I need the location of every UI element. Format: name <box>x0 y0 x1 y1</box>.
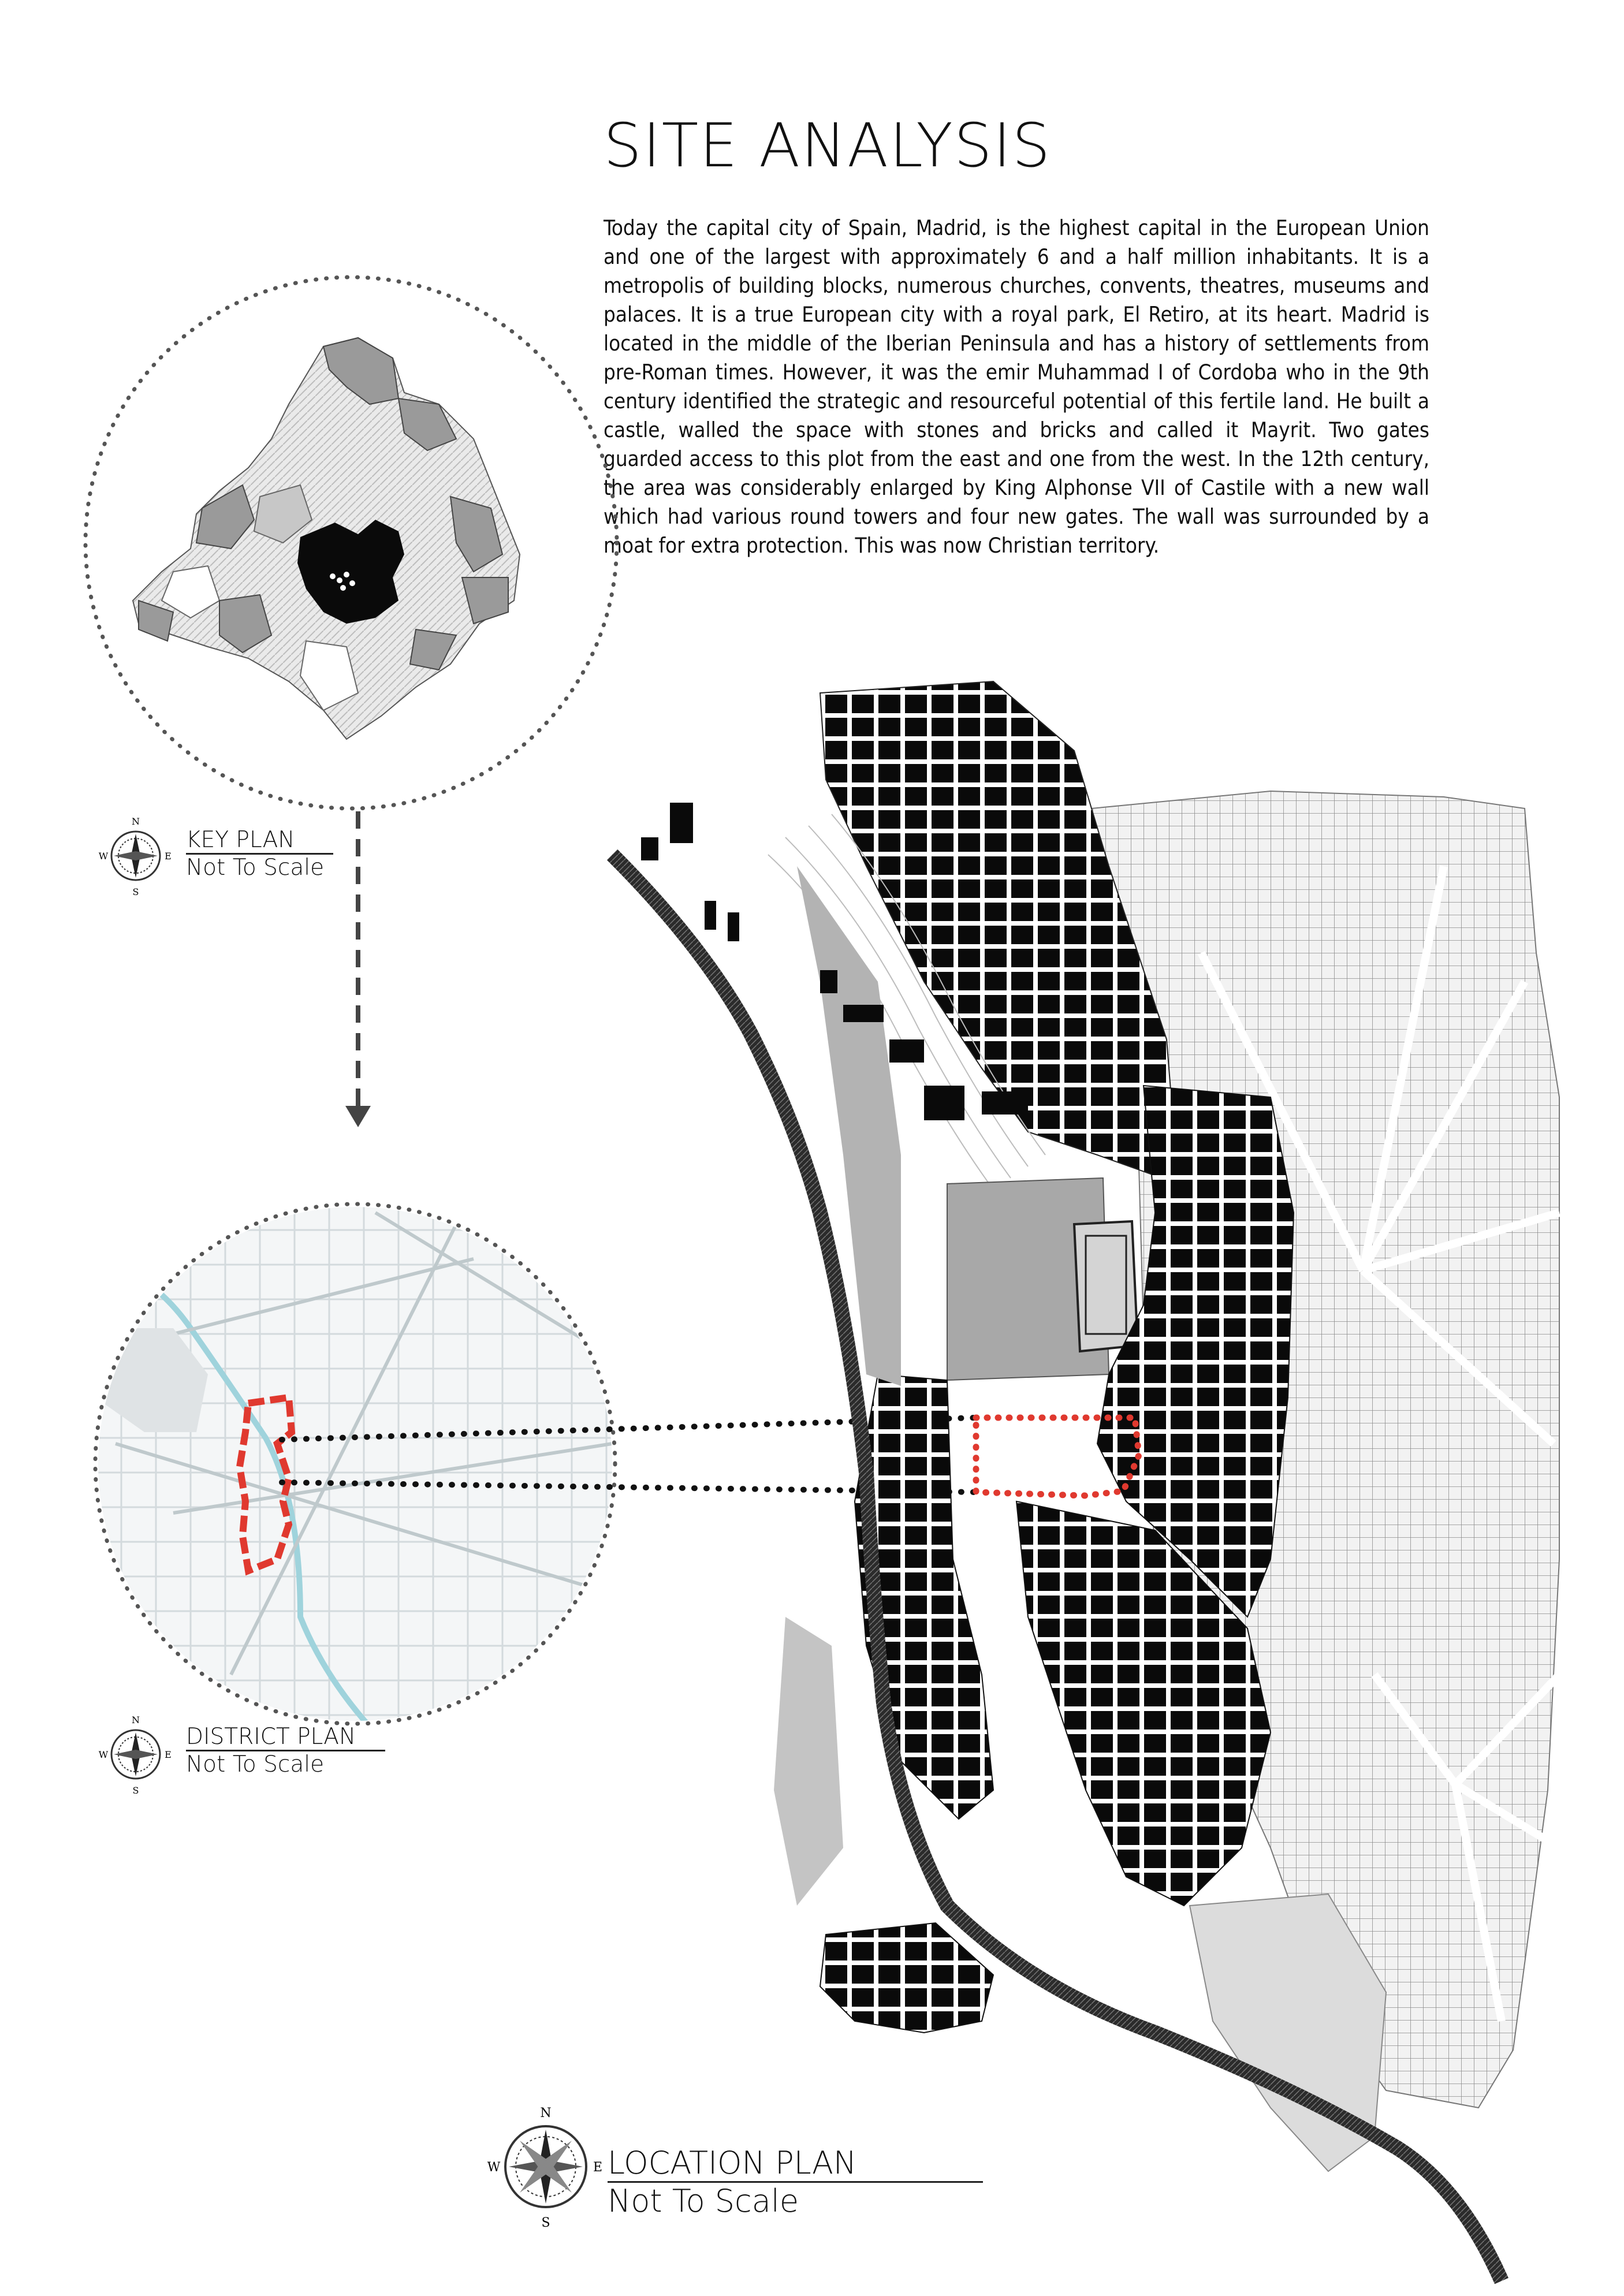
compass-w-label: W <box>487 2160 501 2175</box>
key-plan-scale: Not To Scale <box>186 855 325 881</box>
location-plan-map <box>612 681 1559 2281</box>
compass-n-label: N <box>540 2106 552 2120</box>
location-plan-label <box>608 2145 983 2219</box>
key-plan-map <box>85 277 617 808</box>
compass-n-label: N <box>132 1714 140 1725</box>
district-plan-scale: Not To Scale <box>186 1751 325 1777</box>
compass-e-label: E <box>593 2160 603 2175</box>
key-plan-label <box>186 827 333 881</box>
compass-rose-icon <box>99 816 172 897</box>
location-plan-scale: Not To Scale <box>608 2183 799 2219</box>
key-plan-title: KEY PLAN <box>186 827 333 855</box>
compass-rose-icon <box>487 2106 602 2230</box>
compass-s-label: S <box>132 1785 139 1796</box>
site-description: Today the capital city of Spain, Madrid, is the highest capital in the European Union and one of the largest with approximately 6 and a half million inhabitants. It is a metropolis of building blocks, numerous churches, convents, theatres, museums and palaces. It is a true European city with a royal park, El Retiro, at its heart. Madrid is located in the middle of the Iberian Peninsula and has a history of settlements from pre-Roman times. However, it was the emir Muhammad I of Cordoba who in the 9th century identified the strategic and resourceful potential of this fertile land. He built a castle, walled the space with stones and bricks and called it Mayrit. Two gates guarded access to this plot from the east and one from the west. In the 12th century, the area was considerably enlarged by King Alphonse VII of Castile with a new wall which had various round towers and four new gates. The wall was surrounded by a moat for extra protection. This was now Christian territory. <box>604 215 1429 558</box>
compass-e-label: E <box>165 1749 172 1760</box>
district-plan-map <box>92 1204 615 1727</box>
compass-s-label: S <box>132 886 139 897</box>
district-plan-title: DISTRICT PLAN <box>186 1724 385 1751</box>
compass-s-label: S <box>541 2216 550 2230</box>
compass-e-label: E <box>165 851 172 862</box>
location-plan-title: LOCATION PLAN <box>608 2145 983 2183</box>
compass-w-label: W <box>98 1749 109 1760</box>
compass-w-label: W <box>98 851 109 862</box>
compass-rose-icon <box>99 1714 172 1796</box>
compass-n-label: N <box>132 816 140 827</box>
connector-arrow <box>345 811 371 1127</box>
district-plan-label <box>186 1724 385 1777</box>
page-title: SITE ANALYSIS <box>604 110 1052 181</box>
